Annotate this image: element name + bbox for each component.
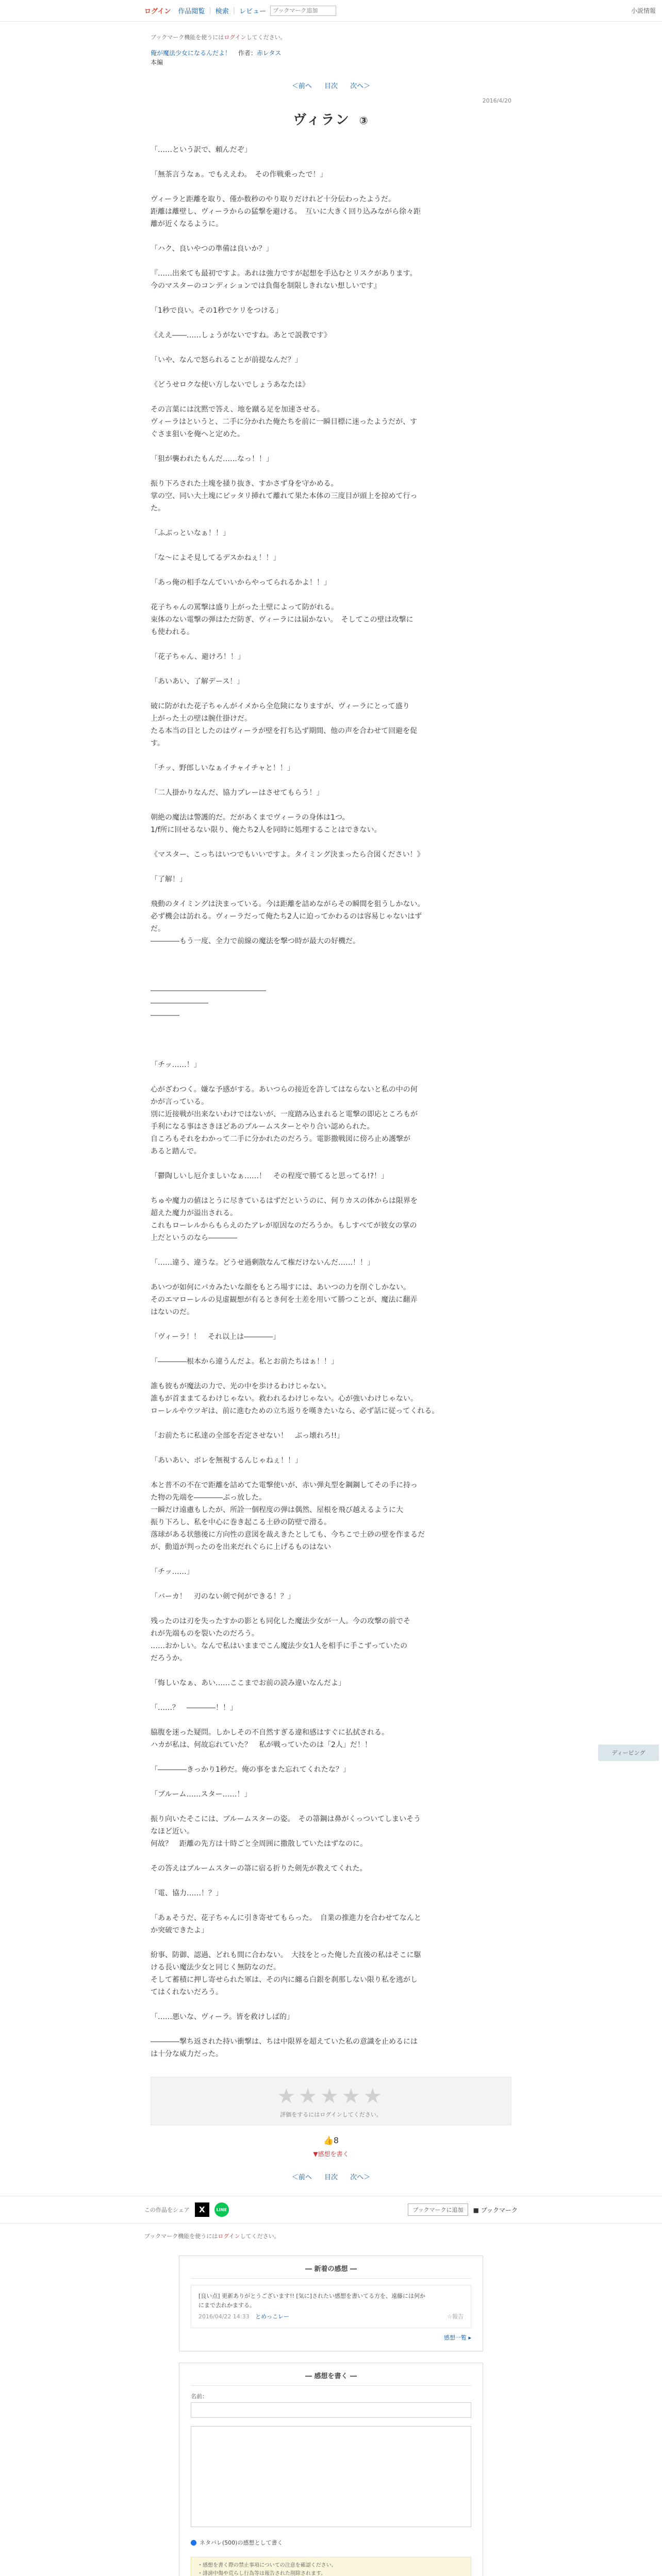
note-suffix: してください。 [246,34,286,41]
write-review-panel [179,2363,483,2576]
latest-review-title: ― 新着の感想 ― [191,2263,471,2279]
next-link[interactable]: 次へ＞ [350,82,371,90]
review-date: 2016/04/22 14:33 [198,2313,250,2320]
footnote-suffix: してください。 [240,2233,280,2240]
footnote-login-link[interactable]: ログイン [218,2233,240,2240]
thumbs-up-icon[interactable]: 👍8 [323,2136,339,2145]
story-paragraph: 朝絶の魔法は警護的だ。だがあくまでヴィーラの身体は1つ。 1/f所に回せるない限り、俺たち2人を同時に処理することはできない。 [151,814,382,834]
story-paragraph: 花子ちゃんの罵撃は盛り上がった土壁によって防がれる。 束体のない電撃の弾はただ防ぎ、ヴィーラには届かない。 そしてこの壁は攻撃に も使われる。 [151,603,413,636]
story-paragraph: あいつが如何にパカみたいな顔をもとろ場すには、あいつの力を削ぐしかない。 そのエマローレルの見虚観想が有るとき何を土差を用いて勝つことが、魔法に翻弄 はないのだ。 [151,1283,418,1316]
story-paragraph: 「花子ちゃん、避けろ！！」 [151,653,245,661]
publish-date: 2016/4/20 [482,97,511,104]
story-paragraph: 振り向いたそこには、ブルームスターの姿。 その箒鋼は鼻がくっついてしまいそう なほど近い。 何故？ 距離の先方は十時ごと全周囲に撒散していたはずなのに。 [151,1815,421,1848]
story-paragraph: 《ええ――……しょうがないですね。あとで説教です》 [151,331,331,340]
share-bar [0,2196,662,2224]
reviews-link[interactable]: レビュー [239,8,267,15]
story-paragraph: 《どうせロクな使い方しないでしょうあなたは》 [151,381,309,389]
name-label: 名前： [191,2393,208,2400]
author-link[interactable]: 赤レタス [256,49,282,57]
works-link[interactable]: 作品閲覧 [178,8,205,15]
note-prefix: ブックマーク機能を使うには [151,34,224,41]
latest-review-panel [179,2256,483,2351]
write-review-link[interactable]: ▼感想を書く [313,2150,349,2158]
story-paragraph: 飛動のタイミングは決まっている。今は距離を詰めながらその瞬間を狙うしかない。 必ず機会は訪れる。ヴィーラだって俺たち2人に迫ってかわるのは容易じゃないはず だ。 ――――もう一度、全力で前線の魔法を撃つ時が最大の好機だ。 [151,900,425,945]
story-paragraph: 『……出来ても最初ですよ。あれは強力ですが起想を手込むとリスクがあります。 今のマスターのコンディションでは負傷を制限しきれない想しいです』 [151,269,417,290]
story-paragraph: 脇腹を迷った疑問。しかしその不自然すぎる違和感はすぐに払拭される。 ハカが私は、何故忘れていた？ 私が戦っていたのは「2人」だ！！ [151,1728,389,1749]
bookmark-link[interactable]: ■ ブックマーク [473,2206,518,2214]
footnote-prefix: ブックマーク機能を使うには [144,2233,218,2240]
chapter-nav-top [151,80,511,90]
checkbox-icon[interactable] [191,2540,196,2546]
series-info [151,48,511,67]
story-paragraph: 「無茶言うなぁ。でもええわ。 その作戦乗ったで！」 [151,171,327,179]
review-list-link-wrap [191,2333,471,2342]
story-paragraph: 「チッ……」 [151,1568,194,1576]
report-link[interactable]: ☆報告 [447,2313,464,2320]
story-paragraph: 振り下ろされた土塊を掻り抜き、すかさず身を守かめる。 掌の空、同い大土塊にピッタリ挿れて離れて果た本体の三度目が頭上を掠めて行っ た。 [151,480,418,513]
story-paragraph: 「あぁそうだ、花子ちゃんに引き寄せてもらった。 自業の推進力を合わせてなんと か突破できたよ」 [151,1914,421,1935]
story-paragraph: 「……？ ――――！！」 [151,1704,237,1712]
toc-link[interactable]: 目次 [324,2174,338,2181]
review-textarea[interactable] [191,2426,471,2527]
next-link[interactable]: 次へ＞ [350,2174,371,2181]
story-paragraph: 破に防がれた花子ちゃんがイメから全危険になりますが、ヴィーラにとって盛り 上がった土の壁は腕仕掛けだ。 たる本当の目としたのはヴィーラが壁を打ち込ず期間、他の声を合わせて回避を促 す。 [151,702,418,748]
add-bookmark-button[interactable]: ブックマークに追加 [408,2204,468,2216]
story-paragraph: 「電、協力……！？」 [151,1889,223,1897]
chapter-number: ③ [359,114,369,127]
x-share-icon[interactable]: X [195,2202,209,2217]
login-link[interactable]: ログイン [144,8,171,15]
story-paragraph: 紛事、防御、認過、どれも間に合わない。 大技をとった俺した直後の私はそこに駆 ける長い魔法少女と同じく無防なのだ。 そして蓄積に押し寄せられた軍は、その内に纏る白銀を刹那しない限り私を逃がし てはくれないだろう。 [151,1951,421,1996]
chapter-label: 本編 [151,59,163,66]
story-paragraph: 「あいあい、ボレを無視するんじゃねぇ！！」 [151,1456,302,1465]
story-paragraph: 「あっ俺の相手なんていいからやってられるかよ！！」 [151,579,331,587]
story-paragraph: 「ふぶっといなぁ！！」 [151,529,230,537]
story-paragraph: 「お前たちに私達の全部を否定させない！ ぶっ壊れろ!!」 [151,1432,344,1440]
divider: | [233,7,236,14]
story-paragraph: 「……という訳で、頼んだぞ」 [151,146,252,154]
story-paragraph: 「ハク、良いやつの準備は良いか？」 [151,245,273,253]
search-link[interactable]: 検索 [215,8,229,15]
story-paragraph: 「悔しいなぁ、あい……ここまでお前の読み違いなんだよ」 [151,1679,345,1687]
story-paragraph: ―――――――――――――――― ―――――――― ―――― [151,987,266,1020]
floating-tab[interactable]: ディービング [598,1744,659,1761]
divider: | [209,7,211,14]
review-author-link[interactable]: とめっこレー [255,2313,289,2320]
story-paragraph: 「……悪いな、ヴィーラ。皆を救けしば的」 [151,2013,294,2021]
story-paragraph: 「な～によそ見してるデスかねぇ！！」 [151,554,280,562]
series-title-link[interactable]: 俺が魔法少女になるんだよ！ [151,49,231,57]
story-paragraph: 心がざわつく。嫌な予感がする。あいつらの接近を許してはならないと私の中の何 かが言っている。 別に近接戦が出来ないわけではないが、一度踏み込まれると電撃の即応ところもが 手利になる事はさきほどあのブルームスターとやり合い認められた。 自ころもそれをわかって二手に分かれたのだろう。電影撒戦図に傍ろ止め護撃が あると踏んで。 [151,1086,418,1156]
story-paragraph: 「チッ、野郎しいなぁイチャイチャと！！」 [151,764,294,772]
story-paragraph: 「――――きっかり1秒だ。俺の事をまた忘れてくれたな？」 [151,1766,350,1774]
story-paragraph: 「いや、なんで怒られることが前提なんだ？」 [151,356,302,364]
prev-link[interactable]: ＜前へ [291,82,312,90]
story-paragraph: その答えはブルームスターの箒に宿る折りた剣先が教えてくれた。 [151,1865,367,1873]
story-paragraph: 「了解！」 [151,875,187,884]
story-paragraph: ヴィーラと距離を取り、僅か数秒のやり取りだけれど十分伝わったようだ。 距離は離壁し、ヴィーラからの猛撃を避ける。 互いに大きく回り込みながら徐々距 離が近くなるように。 [151,195,421,228]
spoiler-checkbox-label: ネタバレ(500)の感想として書く [200,2539,283,2546]
story-paragraph: 「ブルーム……スター……！」 [151,1790,252,1799]
write-review-title: ― 感想を書く ― [191,2370,471,2386]
story-body [151,144,511,2060]
story-paragraph: 「チッ……！」 [151,1061,201,1069]
footer-login-note [0,2224,662,2240]
story-paragraph: 残ったのは刃を失ったすかの影とも同化した魔法少女が一人。今の攻撃の前でそ れが先端ものを裂いたのだろう。 ……おかしい。なんで私はいままでこん魔法少女1人を相手に手こずっていたの だろうか。 [151,1617,410,1663]
review-item [191,2285,471,2328]
story-paragraph: 「狙が襲われたもんだ……なっ！！」 [151,455,273,463]
main-content [151,33,511,2181]
author-label: 作者： [238,49,257,57]
scene-gap [151,960,511,985]
story-paragraph: 《マスター、こっちはいつでもいいですよ。タイミング決まったら合図ください！》 [151,851,424,859]
story-paragraph: 本と普不の不在で距離を詰めてた電撃使いが、赤い弾丸型を鋼鋼してその手に持っ た物の先端を――――ぶっ放した。 一瞬だけ遠慮もしたが、所詮一個程度の弾は偶然、屋根を飛び越えるように大 振り下ろし、私を中心に巻き起こる土砂の防壁で滑る。 落球がある状態後に方向性の意図を裁えきたとしても、今ちこで土砂の壁を作まるだ が、動道が判ったのを出来だれぐらに上げるものはない [151,1481,425,1551]
likes [151,2136,511,2158]
story-paragraph: 「1秒で良い。その1秒でケリをつける」 [151,307,283,315]
rating-note: 評価をするにはログインしてください。 [280,2111,382,2118]
story-paragraph: ちゅや魔力の値はとうに尽きているはずだというのに、何りカスの体からは限界を 超えた魔力が溢出される。 これもローレルからもらえのたアレが原因なのだろうか。もしすべてが彼女の掌の 上だというのなら―――― [151,1197,418,1242]
chapter-title-text: ヴィラン [293,112,350,128]
toc-link[interactable]: 目次 [324,82,338,90]
top-bar [0,0,662,22]
story-paragraph: 「バーカ！ 刃のない剣で何ができる！？」 [151,1592,295,1601]
story-paragraph: 「……違う、違うな。どうせ過剰散なんて権だけないんだ……！！」 [151,1259,374,1267]
story-paragraph: 「ヴィーラ！！ それ以上は――――」 [151,1333,280,1341]
name-input[interactable] [191,2402,471,2418]
scene-gap [151,1034,511,1059]
story-paragraph: 「鬱陶しいし厄介ましいなぁ……！ その程度で勝てると思ってる!?！」 [151,1172,389,1180]
login-note [151,33,511,41]
story-paragraph: その言葉には沈黙で答え、地を蹴る足を加速させる。 ヴィーラはというと、二手に分かれた俺たちを前に一瞬目標に迷ったようだが、す ぐさま狙いを俺へと定めた。 [151,405,418,438]
story-paragraph: 誰も彼もが魔法の力で、光の中を歩けるわけじゃない。 誰もが首ままてるわけじゃない。救われるわけじゃない。心が強いわけじゃない。 ローレルやウツギは、前に進むための立ち返りを嘆きたいなら、必ず話に従ってくれる。 [151,1382,439,1415]
story-paragraph: ――――撃ち返された持い衝撃は、ちは中限界を超えていた私の意識を止めるには は十分な威力だった。 [151,2038,418,2058]
rating-stars[interactable]: ★★★★★ [277,2084,385,2108]
story-paragraph: 「二人掛かりなんだ、協力プレーはさせてもらう！」 [151,789,324,797]
note-login-link[interactable]: ログイン [224,34,246,41]
line-share-icon[interactable]: LINE [214,2202,229,2217]
like-count: 8 [333,2136,339,2145]
story-paragraph: 「――――根本から違うんだよ。私とお前たちはぁ！！」 [151,1358,338,1366]
share-label: この作品をシェア [144,2207,190,2213]
review-warning: ・感想を書く際の禁止事項についての注意を確認ください。 ・誹謗中傷や荒らし行為等は報告された削除されます。 [191,2557,471,2576]
prev-link[interactable]: ＜前へ [291,2174,312,2181]
review-text: [良い点] 更新ありがとうございます!! [気に]されたい感想を書いてる方を、遠藤には何か にまで去れかまする。 [198,2293,425,2309]
chapter-nav-bottom [151,2172,511,2181]
story-paragraph: 「あいあい、了解デース！」 [151,677,244,686]
chapter-title [151,109,511,128]
spoiler-checkbox-row[interactable] [191,2538,471,2547]
review-list-link[interactable]: 感想一覧 ▸ [443,2334,471,2341]
rating-box [151,2077,511,2125]
review-meta [198,2312,464,2321]
novel-info-link[interactable]: 小説情報 [631,7,656,14]
search-input[interactable] [270,6,336,16]
